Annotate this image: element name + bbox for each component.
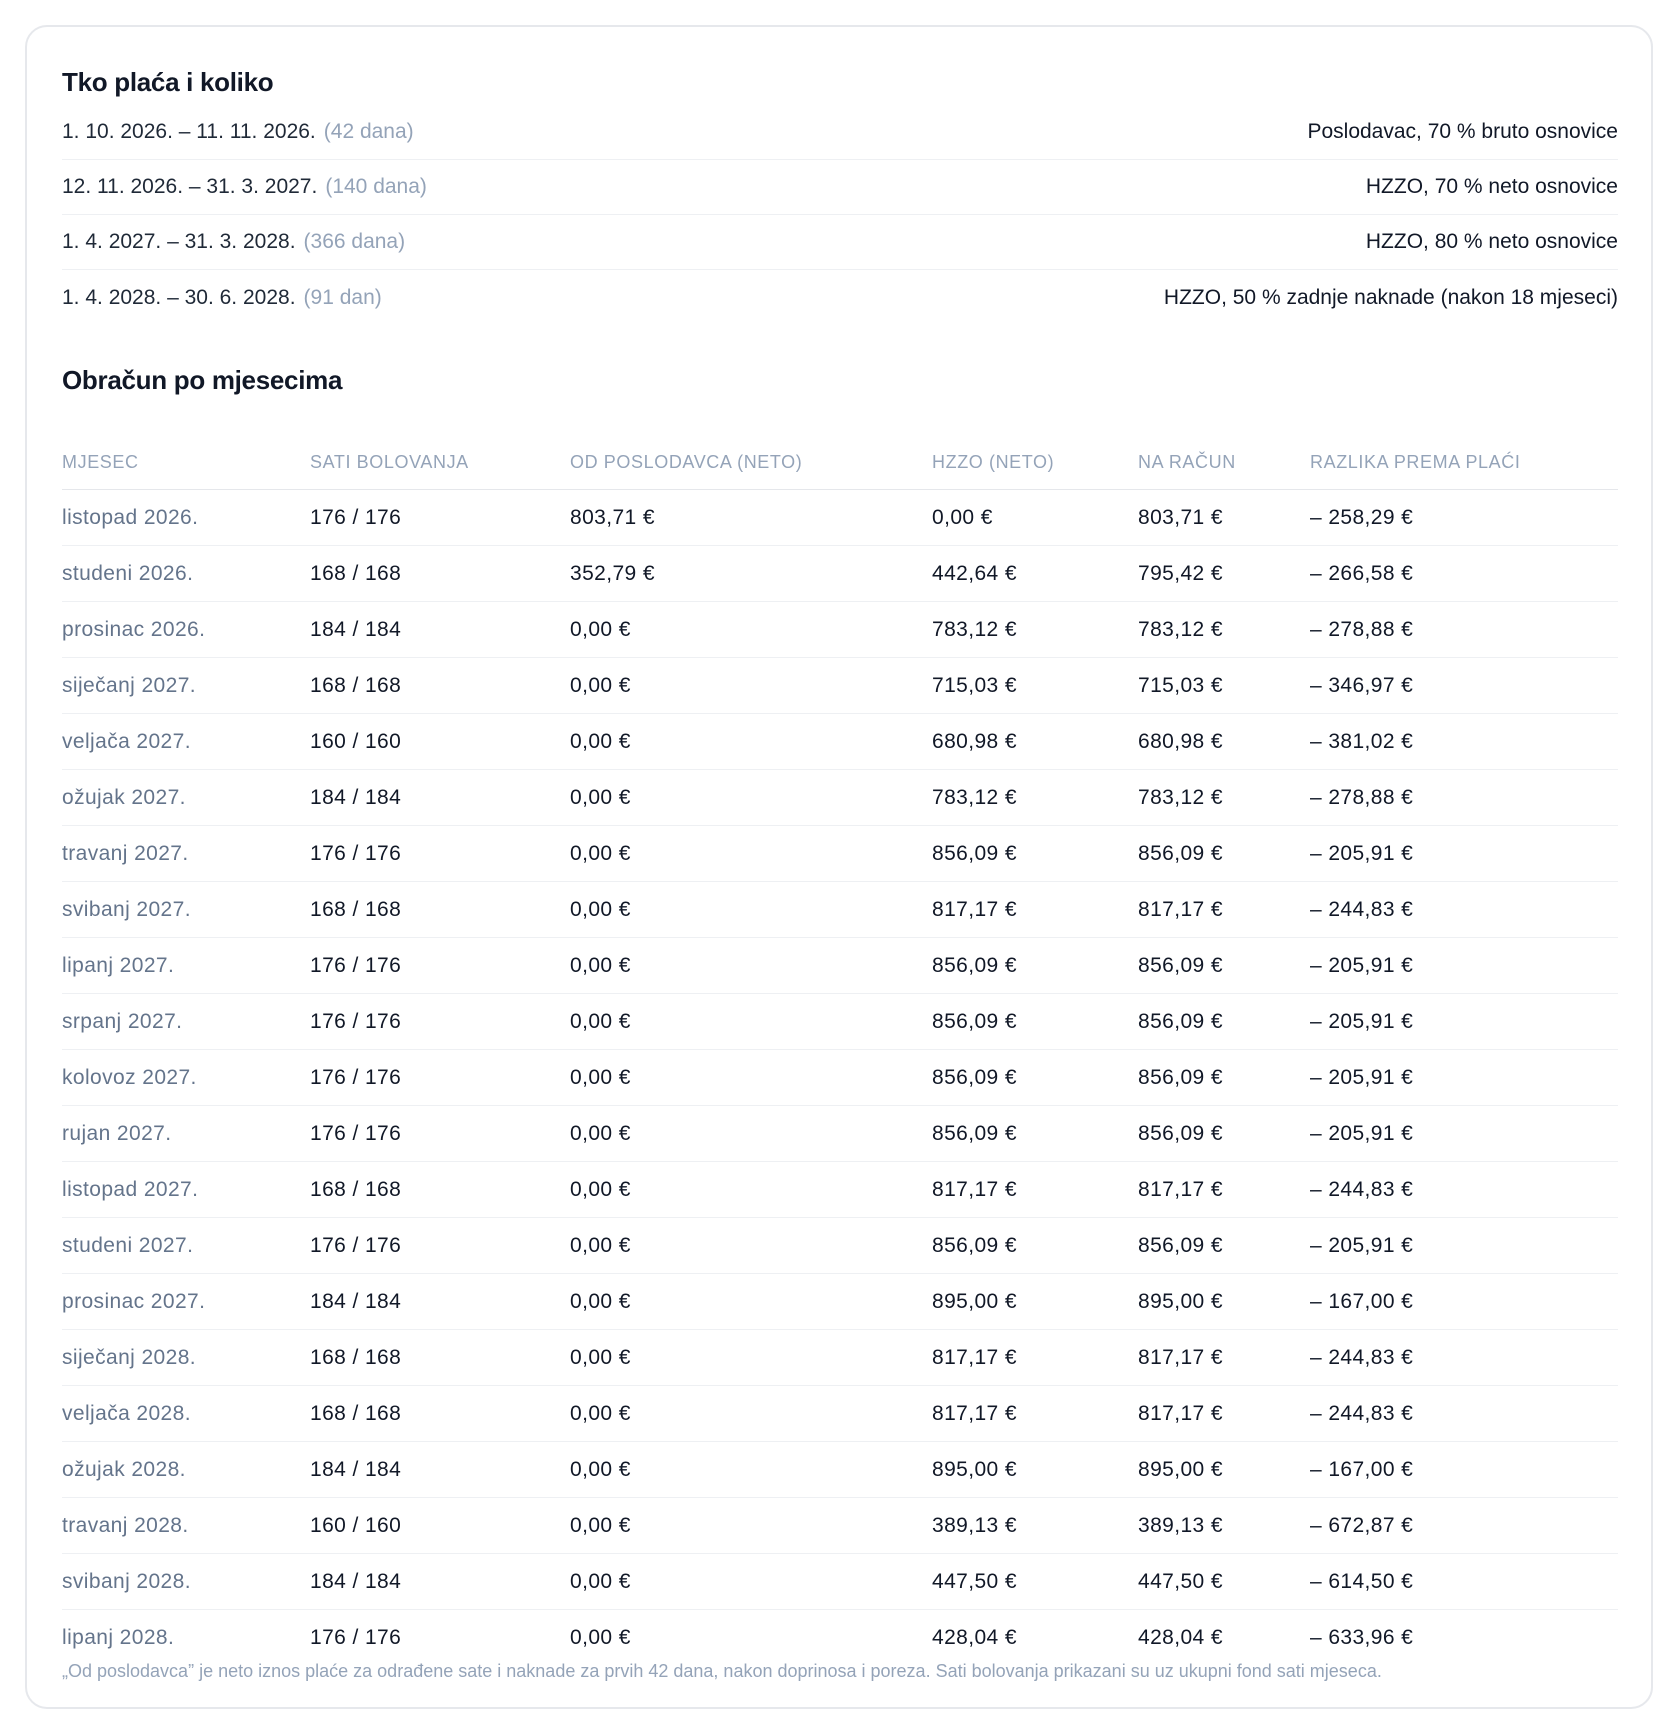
cell-hours: 176 / 176 bbox=[310, 490, 570, 546]
table-row bbox=[62, 1386, 1618, 1442]
table-row bbox=[62, 1610, 1618, 1666]
period-dates: 1. 10. 2026. – 11. 11. 2026. bbox=[62, 120, 316, 143]
cell-employer-net: 0,00 € bbox=[570, 994, 932, 1050]
cell-payout: 389,13 € bbox=[1138, 1498, 1310, 1554]
cell-month: veljača 2027. bbox=[62, 714, 310, 770]
cell-payout: 856,09 € bbox=[1138, 826, 1310, 882]
cell-difference: – 346,97 € bbox=[1310, 658, 1618, 714]
cell-difference: – 205,91 € bbox=[1310, 1218, 1618, 1274]
cell-employer-net: 0,00 € bbox=[570, 1386, 932, 1442]
table-row bbox=[62, 1218, 1618, 1274]
monthly-table bbox=[62, 435, 1618, 1665]
cell-employer-net: 0,00 € bbox=[570, 826, 932, 882]
cell-employer-net: 0,00 € bbox=[570, 714, 932, 770]
cell-payout: 680,98 € bbox=[1138, 714, 1310, 770]
cell-difference: – 205,91 € bbox=[1310, 938, 1618, 994]
cell-difference: – 278,88 € bbox=[1310, 770, 1618, 826]
cell-payout: 795,42 € bbox=[1138, 546, 1310, 602]
cell-hzzo-net: 447,50 € bbox=[932, 1554, 1138, 1610]
payer-row bbox=[62, 215, 1618, 270]
cell-payout: 715,03 € bbox=[1138, 658, 1310, 714]
cell-hours: 176 / 176 bbox=[310, 1625, 402, 1649]
col-header-hzzo: HZZO (NETO) bbox=[932, 435, 1138, 490]
cell-month: listopad 2026. bbox=[62, 490, 310, 546]
period-dates: 1. 4. 2027. – 31. 3. 2028. bbox=[62, 230, 296, 253]
footnote: „Od poslodavca” je neto iznos plaće za odrađene sate i naknade za prvih 42 dana, nakon doprinosa i poreza. Sati bolovanja prikazani su uz ukupni fond sati mjeseca. bbox=[62, 1661, 1382, 1681]
table-row bbox=[62, 602, 1618, 658]
payer-period bbox=[62, 175, 427, 199]
cell-hours: 160 / 160 bbox=[310, 1498, 570, 1554]
cell-month: studeni 2026. bbox=[62, 546, 310, 602]
cell-employer-net: 0,00 € bbox=[570, 658, 932, 714]
cell-difference: – 205,91 € bbox=[1310, 1106, 1618, 1162]
cell-hzzo-net: 817,17 € bbox=[932, 1330, 1138, 1386]
cell-hours: 176 / 176 bbox=[310, 994, 570, 1050]
payer-label: HZZO, 80 % neto osnovice bbox=[1365, 230, 1618, 253]
table-row bbox=[62, 546, 1618, 602]
cell-hours: 176 / 176 bbox=[310, 938, 570, 994]
cell-hzzo-net: 783,12 € bbox=[932, 770, 1138, 826]
sick-leave-card bbox=[25, 25, 1653, 1709]
table-row bbox=[62, 1330, 1618, 1386]
table-row bbox=[62, 1106, 1618, 1162]
payer-row bbox=[62, 105, 1618, 160]
cell-month: travanj 2028. bbox=[62, 1498, 310, 1554]
table-row bbox=[62, 1162, 1618, 1218]
cell-hours: 168 / 168 bbox=[310, 1386, 570, 1442]
cell-hours: 184 / 184 bbox=[310, 770, 570, 826]
cell-month: srpanj 2027. bbox=[62, 994, 310, 1050]
cell-month: ožujak 2027. bbox=[62, 770, 310, 826]
cell-payout: 783,12 € bbox=[1138, 602, 1310, 658]
cell-month: travanj 2027. bbox=[62, 826, 310, 882]
cell-difference: – 205,91 € bbox=[1310, 826, 1618, 882]
cell-hours: 160 / 160 bbox=[310, 714, 570, 770]
cell-difference: – 266,58 € bbox=[1310, 546, 1618, 602]
payer-list bbox=[62, 105, 1618, 325]
cell-employer-net: 0,00 € bbox=[570, 1554, 932, 1610]
cell-hours: 168 / 168 bbox=[310, 546, 570, 602]
cell-payout: 895,00 € bbox=[1138, 1274, 1310, 1330]
cell-month: rujan 2027. bbox=[62, 1106, 310, 1162]
cell-month: prosinac 2027. bbox=[62, 1274, 310, 1330]
cell-hours: 176 / 176 bbox=[310, 1050, 570, 1106]
cell-hzzo-net: 856,09 € bbox=[932, 938, 1138, 994]
table-row bbox=[62, 882, 1618, 938]
cell-month: ožujak 2028. bbox=[62, 1442, 310, 1498]
cell-employer-net: 0,00 € bbox=[570, 602, 932, 658]
cell-hzzo-net: 715,03 € bbox=[932, 658, 1138, 714]
cell-employer-net: 0,00 € bbox=[570, 1106, 932, 1162]
cell-hours: 184 / 184 bbox=[310, 1554, 570, 1610]
cell-hzzo-net: 0,00 € bbox=[932, 490, 1138, 546]
col-header-employer: OD POSLODAVCA (NETO) bbox=[570, 435, 932, 490]
table-row bbox=[62, 1554, 1618, 1610]
cell-payout: 817,17 € bbox=[1138, 1386, 1310, 1442]
cell-employer-net: 0,00 € bbox=[570, 1625, 631, 1649]
cell-employer-net: 803,71 € bbox=[570, 490, 932, 546]
cell-month: kolovoz 2027. bbox=[62, 1050, 310, 1106]
period-days: (366 dana) bbox=[303, 230, 406, 253]
cell-hzzo-net: 856,09 € bbox=[932, 1050, 1138, 1106]
cell-difference: – 244,83 € bbox=[1310, 1162, 1618, 1218]
cell-month: svibanj 2028. bbox=[62, 1554, 310, 1610]
cell-payout: 783,12 € bbox=[1138, 770, 1310, 826]
payer-section-title: Tko plaća i koliko bbox=[62, 67, 274, 97]
cell-payout: 856,09 € bbox=[1138, 994, 1310, 1050]
cell-difference: – 205,91 € bbox=[1310, 994, 1618, 1050]
table-row bbox=[62, 658, 1618, 714]
cell-month: siječanj 2027. bbox=[62, 658, 310, 714]
cell-payout: 817,17 € bbox=[1138, 1162, 1310, 1218]
cell-employer-net: 0,00 € bbox=[570, 1274, 932, 1330]
cell-hzzo-net: 856,09 € bbox=[932, 1218, 1138, 1274]
cell-payout: 856,09 € bbox=[1138, 1050, 1310, 1106]
cell-hzzo-net: 442,64 € bbox=[932, 546, 1138, 602]
cell-employer-net: 0,00 € bbox=[570, 1162, 932, 1218]
cell-hzzo-net: 817,17 € bbox=[932, 1162, 1138, 1218]
cell-payout: 856,09 € bbox=[1138, 938, 1310, 994]
payer-period bbox=[62, 230, 405, 254]
cell-difference: – 633,96 € bbox=[1310, 1625, 1414, 1649]
cell-hzzo-net: 856,09 € bbox=[932, 994, 1138, 1050]
table-row bbox=[62, 938, 1618, 994]
cell-difference: – 258,29 € bbox=[1310, 490, 1618, 546]
cell-hzzo-net: 856,09 € bbox=[932, 826, 1138, 882]
cell-employer-net: 352,79 € bbox=[570, 546, 932, 602]
cell-month: listopad 2027. bbox=[62, 1162, 310, 1218]
cell-employer-net: 0,00 € bbox=[570, 882, 932, 938]
col-header-hours: SATI BOLOVANJA bbox=[310, 435, 570, 490]
payer-label: Poslodavac, 70 % bruto osnovice bbox=[1307, 120, 1618, 143]
cell-hzzo-net: 783,12 € bbox=[932, 602, 1138, 658]
cell-payout: 447,50 € bbox=[1138, 1554, 1310, 1610]
table-row bbox=[62, 994, 1618, 1050]
payer-row bbox=[62, 270, 1618, 325]
cell-employer-net: 0,00 € bbox=[570, 1330, 932, 1386]
cell-month: siječanj 2028. bbox=[62, 1330, 310, 1386]
table-row bbox=[62, 1050, 1618, 1106]
cell-month: veljača 2028. bbox=[62, 1386, 310, 1442]
cell-payout: 817,17 € bbox=[1138, 882, 1310, 938]
cell-hzzo-net: 428,04 € bbox=[932, 1625, 1017, 1649]
cell-payout: 856,09 € bbox=[1138, 1218, 1310, 1274]
cell-difference: – 278,88 € bbox=[1310, 602, 1618, 658]
table-header-row bbox=[62, 435, 1618, 490]
cell-month: studeni 2027. bbox=[62, 1218, 310, 1274]
cell-hours: 176 / 176 bbox=[310, 826, 570, 882]
cell-hzzo-net: 817,17 € bbox=[932, 882, 1138, 938]
cell-month: lipanj 2028. bbox=[62, 1625, 175, 1649]
table-row bbox=[62, 1498, 1618, 1554]
col-header-month: MJESEC bbox=[62, 435, 310, 490]
period-days: (42 dana) bbox=[323, 120, 414, 143]
cell-payout: 856,09 € bbox=[1138, 1106, 1310, 1162]
payer-label: HZZO, 50 % zadnje naknade (nakon 18 mjeseci) bbox=[1163, 285, 1618, 309]
cell-employer-net: 0,00 € bbox=[570, 1218, 932, 1274]
cell-employer-net: 0,00 € bbox=[570, 1050, 932, 1106]
period-dates: 12. 11. 2026. – 31. 3. 2027. bbox=[62, 175, 318, 198]
cell-employer-net: 0,00 € bbox=[570, 1498, 932, 1554]
table-row bbox=[62, 490, 1618, 546]
payer-period bbox=[62, 120, 414, 144]
col-header-difference: RAZLIKA PREMA PLAĆI bbox=[1310, 435, 1618, 490]
table-row bbox=[62, 1274, 1618, 1330]
period-days: (91 dan) bbox=[303, 285, 382, 309]
cell-hzzo-net: 680,98 € bbox=[932, 714, 1138, 770]
cell-hzzo-net: 856,09 € bbox=[932, 1106, 1138, 1162]
table-body bbox=[62, 490, 1618, 1666]
cell-month: svibanj 2027. bbox=[62, 882, 310, 938]
table-row bbox=[62, 770, 1618, 826]
cell-hours: 168 / 168 bbox=[310, 1162, 570, 1218]
cell-difference: – 205,91 € bbox=[1310, 1050, 1618, 1106]
cell-hzzo-net: 895,00 € bbox=[932, 1274, 1138, 1330]
cell-hours: 168 / 168 bbox=[310, 882, 570, 938]
cell-difference: – 244,83 € bbox=[1310, 882, 1618, 938]
cell-employer-net: 0,00 € bbox=[570, 1442, 932, 1498]
cell-employer-net: 0,00 € bbox=[570, 938, 932, 994]
cell-month: prosinac 2026. bbox=[62, 602, 310, 658]
cell-payout: 803,71 € bbox=[1138, 490, 1310, 546]
cell-difference: – 167,00 € bbox=[1310, 1274, 1618, 1330]
payer-row bbox=[62, 160, 1618, 215]
cell-hours: 168 / 168 bbox=[310, 658, 570, 714]
cell-hours: 176 / 176 bbox=[310, 1106, 570, 1162]
cell-difference: – 244,83 € bbox=[1310, 1330, 1618, 1386]
payer-period bbox=[62, 286, 382, 310]
cell-payout: 428,04 € bbox=[1138, 1625, 1223, 1649]
cell-hours: 168 / 168 bbox=[310, 1330, 570, 1386]
table-row bbox=[62, 826, 1618, 882]
cell-hours: 184 / 184 bbox=[310, 1442, 570, 1498]
cell-hours: 176 / 176 bbox=[310, 1218, 570, 1274]
cell-hours: 184 / 184 bbox=[310, 602, 570, 658]
cell-hzzo-net: 389,13 € bbox=[932, 1498, 1138, 1554]
payer-label: HZZO, 70 % neto osnovice bbox=[1365, 175, 1618, 198]
cell-difference: – 614,50 € bbox=[1310, 1554, 1618, 1610]
cell-difference: – 672,87 € bbox=[1310, 1498, 1618, 1554]
cell-employer-net: 0,00 € bbox=[570, 770, 932, 826]
cell-hzzo-net: 817,17 € bbox=[932, 1386, 1138, 1442]
monthly-section-title: Obračun po mjesecima bbox=[62, 365, 343, 395]
cell-hours: 184 / 184 bbox=[310, 1274, 570, 1330]
cell-difference: – 167,00 € bbox=[1310, 1442, 1618, 1498]
period-days: (140 dana) bbox=[325, 175, 427, 198]
col-header-payout: NA RAČUN bbox=[1138, 435, 1310, 490]
table-row bbox=[62, 714, 1618, 770]
cell-payout: 817,17 € bbox=[1138, 1330, 1310, 1386]
cell-difference: – 244,83 € bbox=[1310, 1386, 1618, 1442]
table-row bbox=[62, 1442, 1618, 1498]
cell-difference: – 381,02 € bbox=[1310, 714, 1618, 770]
cell-hzzo-net: 895,00 € bbox=[932, 1442, 1138, 1498]
period-dates: 1. 4. 2028. – 30. 6. 2028. bbox=[62, 285, 296, 309]
cell-month: lipanj 2027. bbox=[62, 938, 310, 994]
cell-payout: 895,00 € bbox=[1138, 1442, 1310, 1498]
